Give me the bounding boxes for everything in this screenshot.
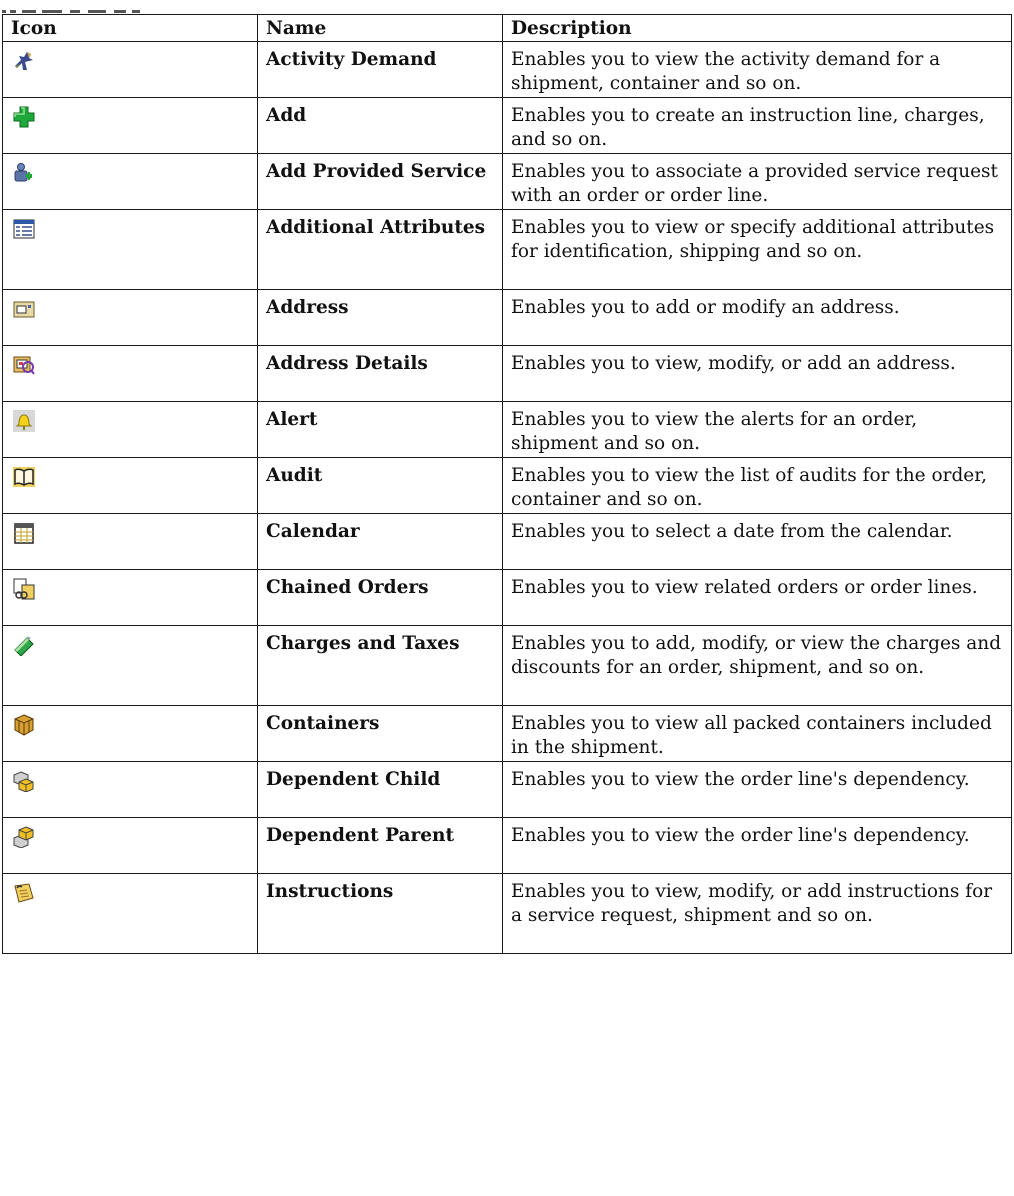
- header-description: Description: [503, 15, 1012, 42]
- icon-cell: [3, 346, 258, 402]
- table-row: [3, 42, 1012, 98]
- table-row: [3, 346, 1012, 402]
- item-name: Additional Attributes: [258, 210, 503, 290]
- icon-cell: [3, 42, 258, 98]
- item-name: Add Provided Service: [258, 154, 503, 210]
- item-description: Enables you to select a date from the calendar.: [503, 514, 1012, 570]
- calendar-icon: [13, 522, 35, 544]
- item-description: Enables you to view the activity demand for a shipment, container and so on.: [503, 42, 1012, 98]
- icon-cell: [3, 98, 258, 154]
- table-row: [3, 706, 1012, 762]
- table-row: [3, 626, 1012, 706]
- icon-cell: [3, 290, 258, 346]
- icon-cell: [3, 818, 258, 874]
- add-icon: [13, 106, 35, 128]
- table-row: [3, 818, 1012, 874]
- table-row: [3, 210, 1012, 290]
- item-name: Dependent Child: [258, 762, 503, 818]
- item-description: Enables you to create an instruction line, charges, and so on.: [503, 98, 1012, 154]
- activity-demand-icon: [13, 50, 35, 72]
- item-name: Address Details: [258, 346, 503, 402]
- charges-taxes-icon: [13, 634, 35, 656]
- table-row: [3, 98, 1012, 154]
- icon-cell: [3, 762, 258, 818]
- alert-bell-icon: [13, 410, 35, 432]
- table-row: [3, 154, 1012, 210]
- chained-orders-icon: [13, 578, 35, 600]
- item-name: Audit: [258, 458, 503, 514]
- item-description: Enables you to view the list of audits for the order, container and so on.: [503, 458, 1012, 514]
- item-description: Enables you to add or modify an address.: [503, 290, 1012, 346]
- icon-cell: [3, 154, 258, 210]
- icon-cell: [3, 514, 258, 570]
- item-name: Chained Orders: [258, 570, 503, 626]
- item-name: Add: [258, 98, 503, 154]
- table-header-row: [3, 15, 1012, 42]
- icon-cell: [3, 626, 258, 706]
- icon-cell: [3, 874, 258, 954]
- item-name: Activity Demand: [258, 42, 503, 98]
- item-description: Enables you to view the alerts for an order, shipment and so on.: [503, 402, 1012, 458]
- header-name: Name: [258, 15, 503, 42]
- table-row: [3, 402, 1012, 458]
- table-row: [3, 290, 1012, 346]
- icon-cell: [3, 458, 258, 514]
- item-description: Enables you to view related orders or order lines.: [503, 570, 1012, 626]
- item-description: Enables you to view, modify, or add an address.: [503, 346, 1012, 402]
- item-description: Enables you to view the order line's dependency.: [503, 818, 1012, 874]
- item-name: Dependent Parent: [258, 818, 503, 874]
- address-icon: [13, 298, 35, 320]
- icon-cell: [3, 402, 258, 458]
- table-row: [3, 514, 1012, 570]
- item-description: Enables you to view, modify, or add instructions for a service request, shipment and so on.: [503, 874, 1012, 954]
- item-name: Instructions: [258, 874, 503, 954]
- audit-book-icon: [13, 466, 35, 488]
- item-description: Enables you to view the order line's dependency.: [503, 762, 1012, 818]
- icon-cell: [3, 570, 258, 626]
- item-name: Calendar: [258, 514, 503, 570]
- additional-attributes-icon: [13, 218, 35, 240]
- item-description: Enables you to view all packed containers included in the shipment.: [503, 706, 1012, 762]
- item-name: Containers: [258, 706, 503, 762]
- table-row: [3, 570, 1012, 626]
- item-description: Enables you to view or specify additional attributes for identification, shipping and so on.: [503, 210, 1012, 290]
- address-details-icon: [13, 354, 35, 376]
- add-provided-service-icon: [13, 162, 35, 184]
- table-row: [3, 458, 1012, 514]
- cropped-text-fragment: [0, 1, 300, 14]
- item-description: Enables you to add, modify, or view the charges and discounts for an order, shipment, and so on.: [503, 626, 1012, 706]
- table-row: [3, 874, 1012, 954]
- header-icon: Icon: [3, 15, 258, 42]
- item-name: Address: [258, 290, 503, 346]
- instructions-icon: [13, 882, 35, 904]
- dependent-child-icon: [13, 770, 35, 792]
- item-name: Alert: [258, 402, 503, 458]
- icon-cell: [3, 210, 258, 290]
- item-description: Enables you to associate a provided service request with an order or order line.: [503, 154, 1012, 210]
- icon-cell: [3, 706, 258, 762]
- containers-icon: [13, 714, 35, 736]
- item-name: Charges and Taxes: [258, 626, 503, 706]
- table-row: [3, 762, 1012, 818]
- icon-reference-table: [2, 14, 1012, 954]
- cropped-caption-fragment: [0, 0, 300, 14]
- dependent-parent-icon: [13, 826, 35, 848]
